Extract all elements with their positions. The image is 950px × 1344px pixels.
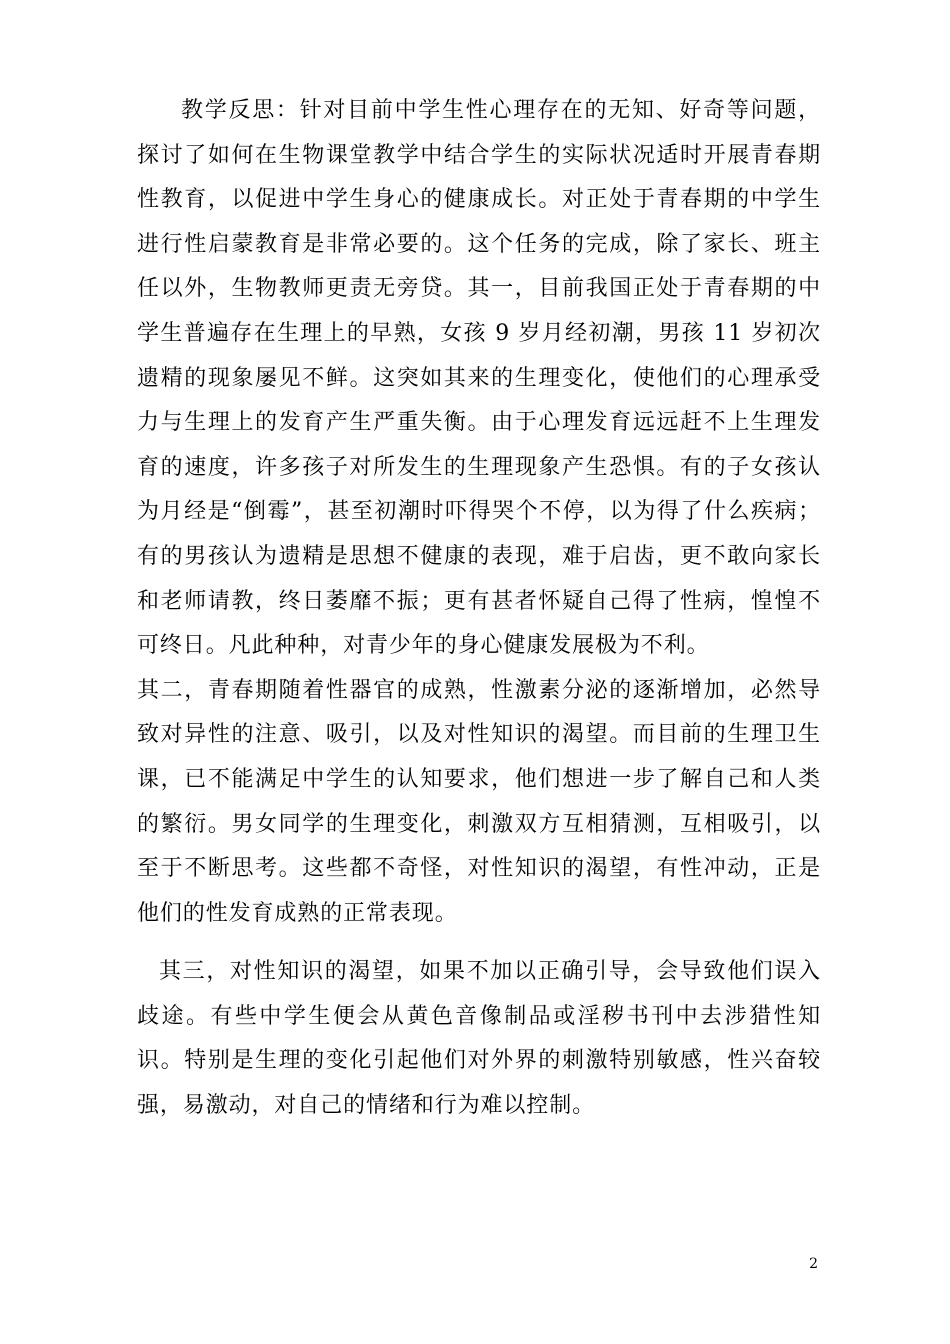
body-text: [137, 89, 821, 1129]
paragraph-second: 其二，青春期随着性器官的成熟，性激素分泌的逐渐增加，必然导致对异性的注意、吸引，以及对性知识的渴望。而目前的生理卫生课，已不能满足中学生的认知要求，他们想进一步了解自己和人类的繁衍。男女同学的生理变化，刺激双方互相猜测，互相吸引，以至于不断思考。这些都不奇怪，对性知识的渴望，有性冲动，正是他们的性发育成熟的正常表现。: [137, 677, 821, 926]
paragraph-reflection: 教学反思：针对目前中学生性心理存在的无知、好奇等问题，探讨了如何在生物课堂教学中结合学生的实际状况适时开展青春期性教育，以促进中学生身心的健康成长。对正处于青春期的中学生进行性启蒙教育是非常必要的。这个任务的完成，除了家长、班主任以外，生物教师更责无旁贷。其一，目前我国正处于青春期的中学生普遍存在生理上的早熟，女孩 9 岁月经初潮，男孩 11 岁初次遗精的现象屡见不鲜。这突如其来的生理变化，使他们的心理承受力与生理上的发育产生严重失衡。由于心理发育远远赶不上生理发育的速度，许多孩子对所发生的生理现象产生恐惧。有的子女孩认为月经是“倒霉”，甚至初潮时吓得哭个不停，以为得了什么疾病；有的男孩认为遗精是思想不健康的表现，难于启齿，更不敢向家长和老师请教，终日萎靡不振；更有甚者怀疑自己得了性病，惶惶不可终日。凡此种种，对青少年的身心健康发展极为不利。: [137, 98, 821, 659]
paragraph-third: 其三，对性知识的渴望，如果不加以正确引导，会导致他们误入歧途。有些中学生便会从黄色音像制品或淫秽书刊中去涉猎性知识。特别是生理的变化引起他们对外界的刺激特别敏感，性兴奋较强，易激动，对自己的情绪和行为难以控制。: [137, 959, 821, 1119]
page-number: 2: [809, 1256, 818, 1272]
